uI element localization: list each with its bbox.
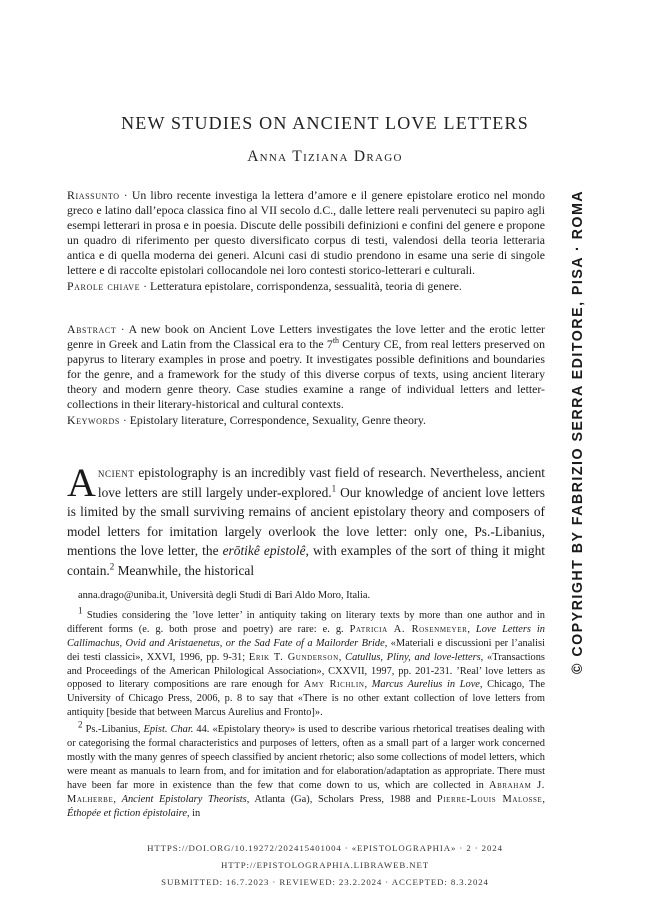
footnotes [67, 589, 545, 821]
footnote-2 [67, 719, 545, 820]
abstract-section: Abstract · A new book on Ancient Love Letters investigates the love letter and the erotic letter genre in Greek and Latin from the Classical era to the 7th Century CE, from real letters preserved on papyrus to literary examples in prose and poetry. It investigates possible definitions and boundaries for the genre, and a framework for the study of this diverse corpus of texts, using ancient literary theory and modern genre theory. Case studies examine a range of individual letters and letter-collections in their literary-historical and cultural contexts. Keywords · Epistolary literature, Correspondence, Sexuality, Genre theory. [67, 322, 545, 428]
journal-url[interactable]: HTTP://EPISTOLOGRAPHIA.LIBRAWEB.NET [220, 860, 430, 870]
fn1-text: , «Materiali e discussioni per l’analisi dei testi classici», XXVI, 1996, pp. 9-31; [67, 637, 545, 663]
parole-chiave-label: Parole chiave [67, 279, 141, 294]
body-first-word: ncient [97, 465, 135, 480]
fn1-title-3: Marcus Aurelius in Love [371, 679, 480, 691]
riassunto-section: Riassunto · Un libro recente investiga la lettera d’amore e il genere epistolare erotico nel mondo greco e latino dall’epoca classica fino al VII secolo d.C., dalle lettere reali pervenuteci su papiro agli esempi letterari in prosa e in poesia. Discute delle possibili definizioni e confini del genere e propone un quadro di riferimento per questo diversificato corpus di testi, valendosi della teoria letteraria antica e di quella moderna dei generi. Alcuni casi di studio prendono in esame una serie di singole lettere e di raccolte epistolari collocandole nei loro contesti storico-letterari e culturali. Parole chiave · Letteratura epistolare, corrispondenza, sessualità, teoria di genere. [67, 188, 546, 294]
fn2-title-1: Epist. Char. [143, 724, 194, 736]
fn1-text: , [338, 651, 346, 663]
keywords-text: Epistolary literature, Correspondence, Sexuality, Genre theory. [129, 413, 426, 428]
fn2-title-2: Ancient Epistolary Theorists [121, 793, 247, 805]
body-text-1: epistolography is an incredibly vast field of research. Nevertheless, ancient love letters are still largely under-explored. [97, 465, 545, 500]
fn2-text: , [113, 793, 122, 805]
fn1-text: , [364, 679, 372, 691]
fn1-author-2: Erik T. Gunderson [248, 651, 339, 663]
fn2-text: 44. «Epistolary theory» is used to describe various rhetorical treatises dealing with or categorising the formal characteristics and purposes of letters, often as a small part of a larger work concerned mostly with the many genres of speech classified by ancient rhetoric; also some collections of model letters, which were meant as manuals to learn from, and for imitation and for elaboration/adaptation as appropriate. There must have been far more in existence than the few that come down to us, which are collected in [67, 724, 545, 791]
drop-cap: A [67, 460, 96, 505]
body-text-4: Meanwhile, the historical [114, 562, 255, 578]
author-affiliation: anna.drago@uniba.it, Università degli Studi di Bari Aldo Moro, Italia. [78, 590, 371, 601]
footnote-1 [67, 605, 545, 720]
article-title: NEW STUDIES ON ANCIENT LOVE LETTERS [121, 113, 529, 133]
footnote-ref-2[interactable]: 2 [109, 561, 115, 572]
fn1-title-1: Love Letters in Callimachus, Ovid and Aristaenetus, or the Sad Fate of a Mailorder Bride [67, 623, 545, 649]
fn1-author-3: Amy Richlin [303, 679, 365, 691]
fn1-text: , Chicago, The University of Chicago Press, 2006, p. 8 to say that «There is no other extant collection of love letters from antiquity [beside that between Marcus Aurelius and Fronto]». [67, 679, 545, 719]
copyright-notice: © COPYRIGHT BY FABRIZIO SERRA EDITORE, PISA · ROMA [570, 189, 586, 675]
doi-line[interactable]: HTTPS://DOI.ORG/10.19272/202415401004 · «EPISTOLOGRAPHIA» · 2 · 2024 [147, 843, 503, 853]
fn1-text: Studies considering the ’love letter’ in antiquity taking on literary texts by more than one author and in different forms (e. g. both prose and poetry) are rare: e. g. [67, 609, 545, 635]
keywords-label: Keywords [67, 413, 120, 428]
fn1-text: , [467, 623, 476, 635]
abstract-text-cont: Century CE, from real letters preserved on papyrus to literary examples in prose and poetry. It investigates possible definitions and boundaries for the genre, and a framework for the study of this diverse corpus of texts, using ancient literary theory and modern genre theory. Case studies examine a range of individual letters and letter-collections in their literary-historical and cultural contexts. [67, 336, 545, 411]
article-author: Anna Tiziana Drago [247, 148, 403, 165]
fn2-text: , [542, 793, 545, 805]
fn2-author-1: Abraham J. Malherbe [67, 779, 545, 805]
fn2-author-2: Pierre-Louis Malosse [436, 793, 543, 805]
abstract-text: A new book on Ancient Love Letters investigates the love letter and the erotic letter genre in Greek and Latin from the Classical era to the 7 [67, 322, 545, 351]
body-text-2: Our knowledge of ancient love letters is limited by the small surviving remains of ancient epistolary theory and composers of model letters for imitation largely overlook the love letter: only one, Ps.-Libanius, mentions the love letter, the [67, 484, 545, 558]
fn2-text: Ps.-Libanius, [82, 724, 144, 736]
fn1-author-1: Patricia A. Rosenmeyer [349, 623, 468, 635]
fn2-text: , in [186, 807, 201, 819]
body-text-3: , with examples of the sort of thing it might contain. [67, 543, 545, 578]
body-italic-term: erōtikê epistolê [222, 543, 306, 558]
riassunto-text: Un libro recente investiga la lettera d’amore e il genere epistolare erotico nel mondo greco e latino dall’epoca classica fino al VII secolo d.C., dalle lettere reali pervenuteci su papiro agli esempi letterari in prosa e in poesia. Discute delle possibili definizioni e confini del genere e propone un quadro di riferimento per questo diversificato corpus di testi, valendosi della teoria letteraria antica e di quella moderna dei generi. Alcuni casi di studio prendono in esame una serie di singole lettere e di raccolte epistolari collocandole nei loro contesti storico-letterari e culturali. [67, 188, 546, 277]
fn2-text: , Atlanta (Ga), Scholars Press, 1988 and [246, 793, 437, 805]
fn1-title-2: Catullus, Pliny, and love-letters [345, 651, 481, 663]
parole-chiave-text: Letteratura epistolare, corrispondenza, sessualità, teoria di genere. [150, 279, 462, 294]
abstract-label: Abstract [67, 322, 117, 336]
footnote-1-number: 1 [78, 605, 83, 616]
fn2-title-3: Éthopée et fiction épistolaire [67, 807, 187, 819]
footnote-2-number: 2 [78, 719, 83, 730]
riassunto-label: Riassunto [67, 188, 120, 202]
submission-dates: SUBMITTED: 16.7.2023 · REVIEWED: 23.2.2024 · ACCEPTED: 8.3.2024 [161, 877, 489, 887]
fn1-text: , «Transactions and Proceedings of the American Philological Association», CXXVII, 1997, pp. 201-231. ’Real’ love letters as opposed to literary compositions are rare enough for [67, 651, 545, 691]
footnote-ref-1[interactable]: 1 [331, 483, 337, 494]
body-paragraph [67, 460, 545, 580]
abstract-superscript: th [332, 335, 340, 345]
